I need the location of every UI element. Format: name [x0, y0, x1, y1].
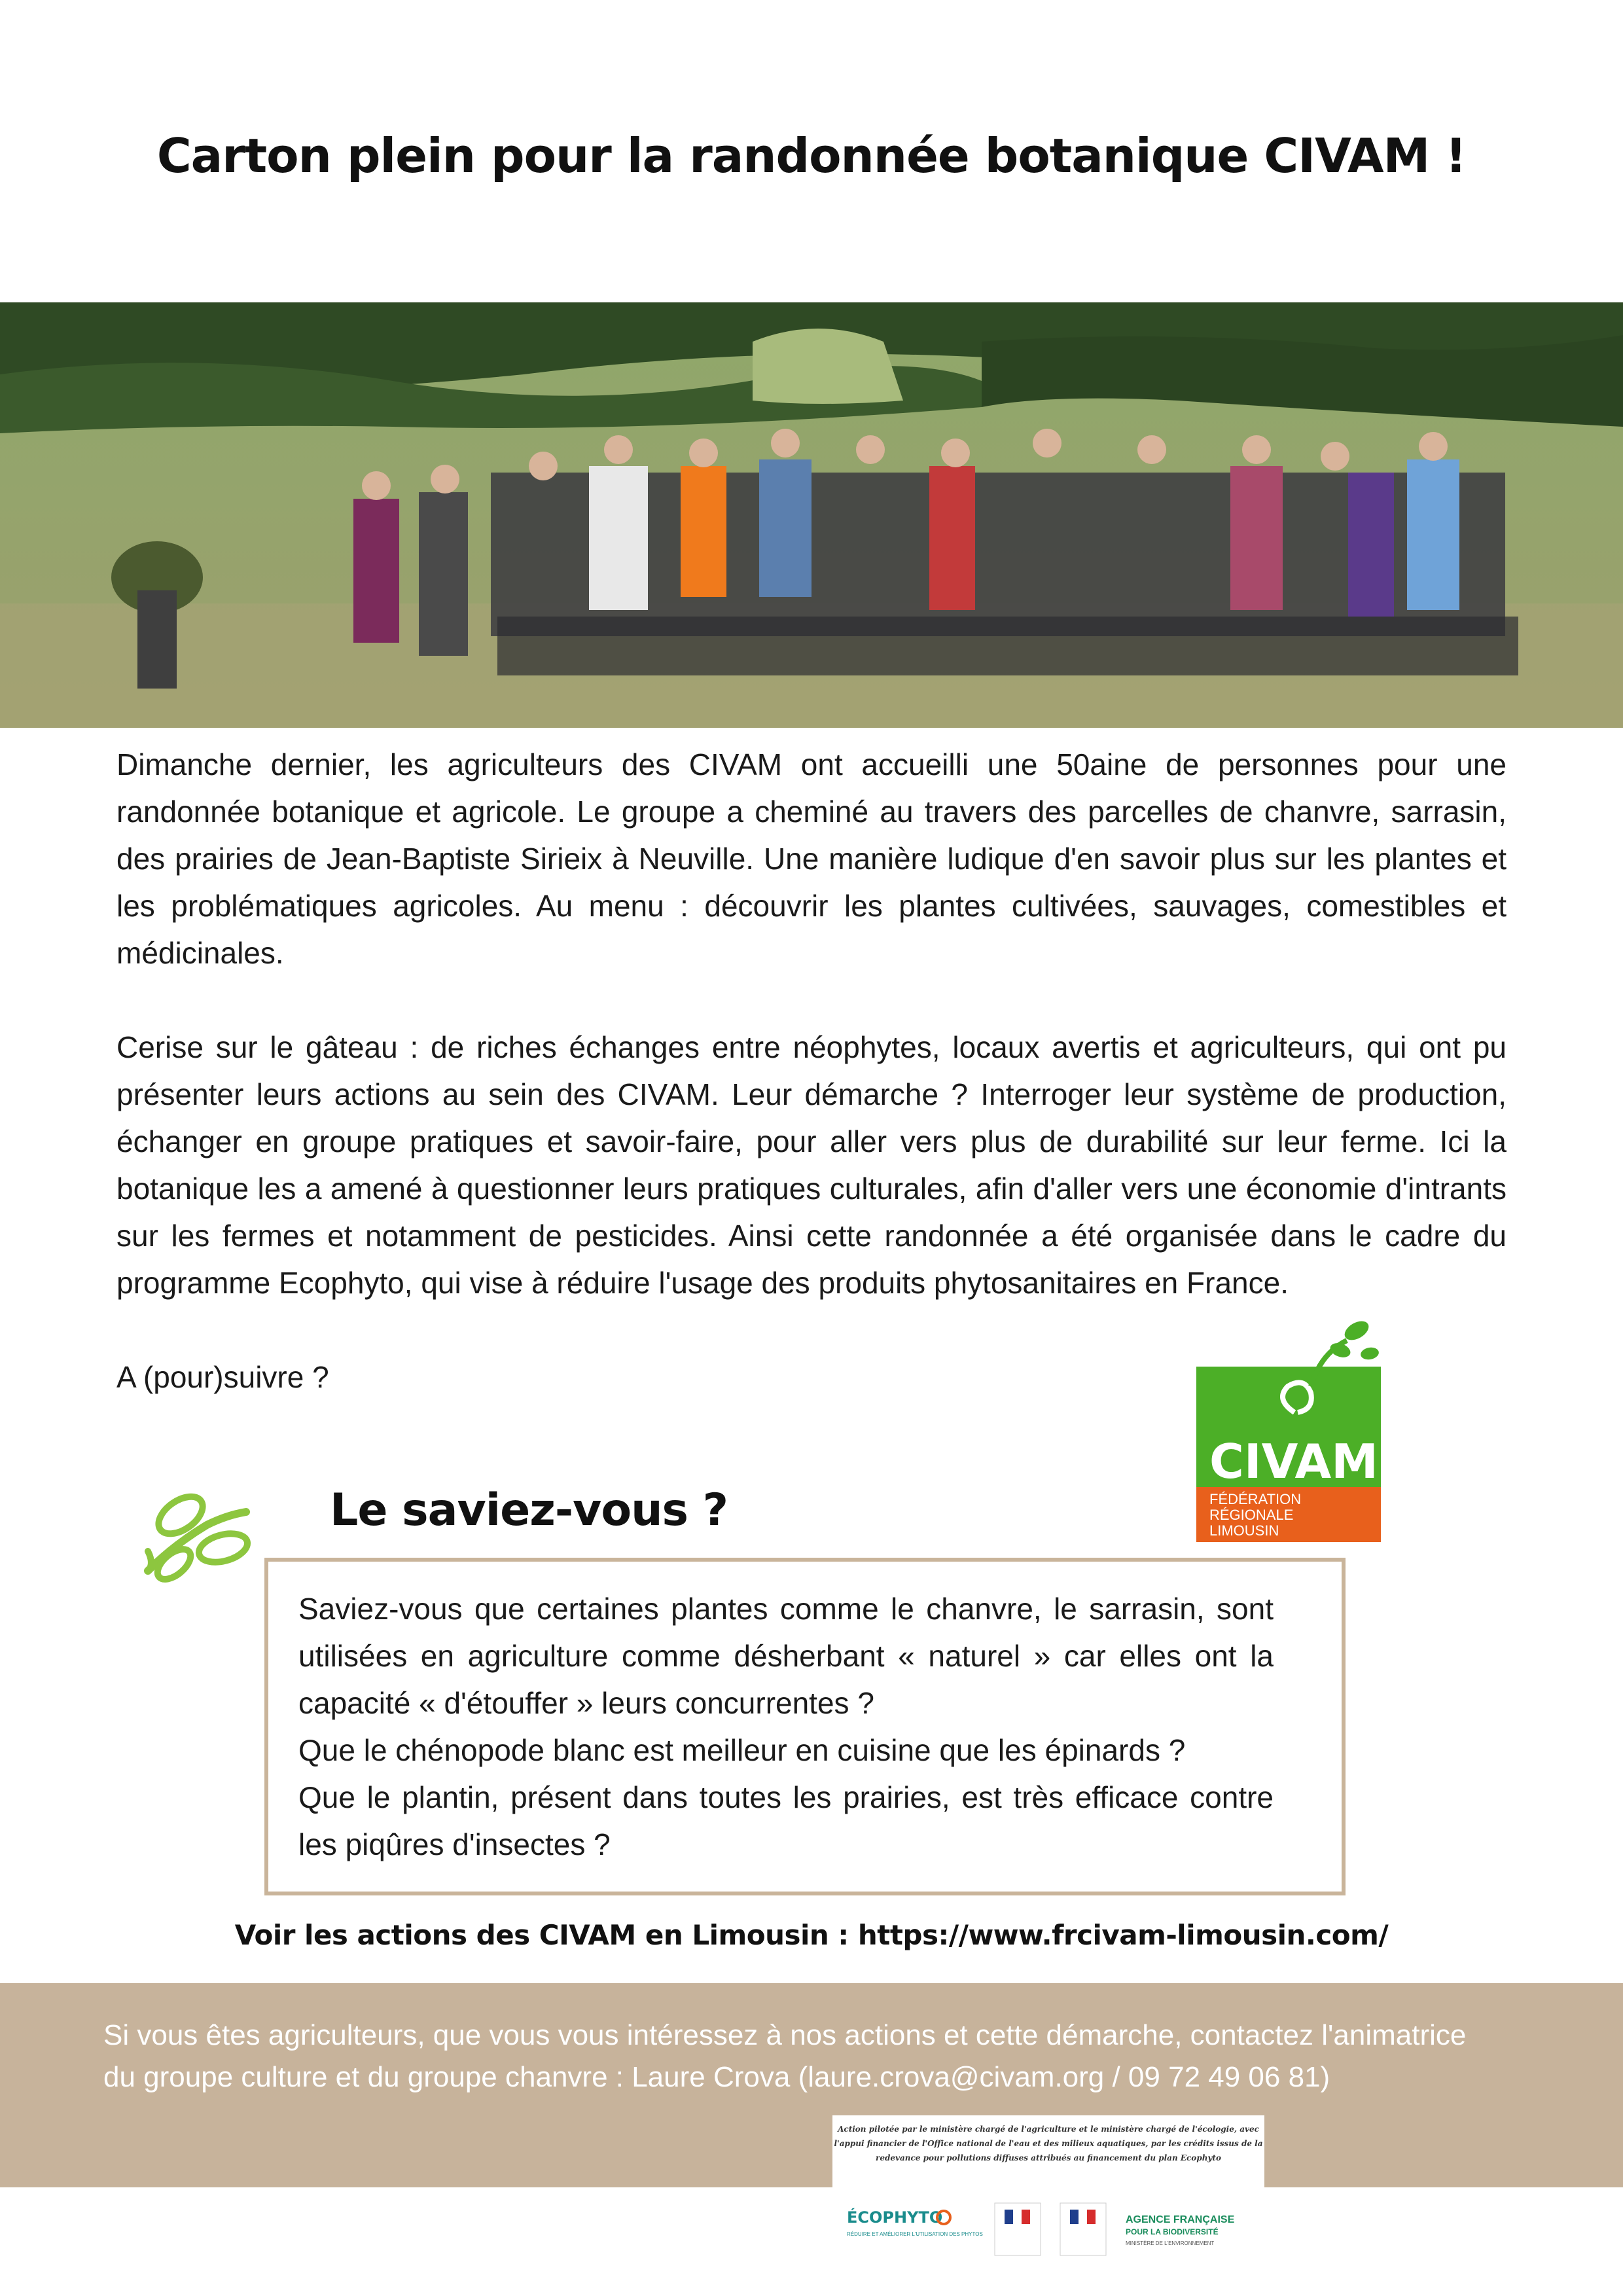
svg-text:AGENCE FRANÇAISE: AGENCE FRANÇAISE — [1126, 2214, 1235, 2225]
svg-text:ÉCOPHYTO: ÉCOPHYTO — [847, 2208, 943, 2227]
partner-logos — [844, 2190, 1263, 2262]
ministry-logo-agriculture — [995, 2203, 1041, 2255]
group-hike-photo — [0, 302, 1623, 728]
svg-text:LIMOUSIN: LIMOUSIN — [1209, 1522, 1279, 1539]
did-you-know-paragraph-3: Que le plantin, présent dans toutes les prairies, est très efficace contre les piqûres d'insectes ? — [298, 1780, 1274, 1861]
article-body — [116, 741, 1507, 1401]
ministry-logo-ecology — [1060, 2203, 1106, 2255]
contact-footer-text: Si vous êtes agriculteurs, que vous vous intéressez à nos actions et cette démarche, contactez l'animatrice du groupe culture et du groupe chanvre : Laure Crova (laure.crova@civam.org / 09 72 49 06 81) — [103, 2019, 1467, 2093]
did-you-know-title: Le saviez-vous ? — [330, 1484, 728, 1536]
did-you-know-paragraph-1: Saviez-vous que certaines plantes comme le chanvre, le sarrasin, sont utilisées en agriculture comme désherbant « naturel » car elles ont la capacité « d'étouffer » leurs concurrentes ? — [298, 1592, 1274, 1720]
article-paragraph-2: Cerise sur le gâteau : de riches échanges entre néophytes, locaux avertis et agriculteurs, qui ont pu présenter leurs actions au sein des CIVAM. Leur démarche ? Interroger leur système de production, échanger en groupe pratiques et savoir-faire, pour aller vers plus de durabilité sur leur ferme. Ici la botanique les a amené à questionner leurs pratiques culturales, afin d'aller vers une économie d'intrants sur les fermes et notamment de pesticides. Ainsi cette randonnée a été organisée dans le cadre du programme Ecophyto, qui vise à réduire l'usage des produits phytosanitaires en France. — [116, 1030, 1507, 1300]
partner-funding-note: Action pilotée par le ministère chargé de l'agriculture et le ministère chargé de l'écologie, avec l'appui financier de l'Office national de l'eau et des milieux aquatiques, par les crédits issus de la redevance pour pollutions diffuses attribués au financement du plan Ecophyto — [832, 2115, 1264, 2193]
ecophyto-logo — [847, 2208, 983, 2237]
article-paragraph-1: Dimanche dernier, les agriculteurs des CIVAM ont accueilli une 50aine de personnes pour une randonnée botanique et agricole. Le groupe a cheminé au travers des parcelles de chanvre, sarrasin, des prairies de Jean-Baptiste Sirieix à Neuville. Une manière ludique d'en savoir plus sur les plantes et les problématiques agricoles. Au menu : découvrir les plantes cultivées, sauvages, comestibles et médicinales. — [116, 747, 1507, 970]
svg-text:RÉGIONALE: RÉGIONALE — [1209, 1507, 1294, 1523]
did-you-know-box — [264, 1558, 1346, 1895]
did-you-know-paragraph-2: Que le chénopode blanc est meilleur en cuisine que les épinards ? — [298, 1733, 1186, 1767]
page-title: Carton plein pour la randonnée botanique CIVAM ! — [156, 128, 1467, 183]
article-paragraph-3: A (pour)suivre ? — [116, 1360, 329, 1394]
svg-text:MINISTÈRE DE L'ENVIRONNEMENT: MINISTÈRE DE L'ENVIRONNEMENT — [1126, 2240, 1215, 2246]
svg-text:RÉDUIRE ET AMÉLIORER L'UTILISA: RÉDUIRE ET AMÉLIORER L'UTILISATION DES PHYTOS — [847, 2231, 983, 2237]
svg-text:FÉDÉRATION: FÉDÉRATION — [1209, 1491, 1302, 1507]
civam-logo — [1196, 1314, 1381, 1542]
afb-logo — [1126, 2214, 1235, 2246]
svg-text:POUR LA BIODIVERSITÉ: POUR LA BIODIVERSITÉ — [1126, 2227, 1219, 2236]
leaf-sprig-icon — [135, 1486, 259, 1590]
civam-website-link[interactable]: Voir les actions des CIVAM en Limousin : https://www.frcivam-limousin.com/ — [234, 1919, 1389, 1951]
svg-text:CIVAM: CIVAM — [1209, 1434, 1378, 1489]
